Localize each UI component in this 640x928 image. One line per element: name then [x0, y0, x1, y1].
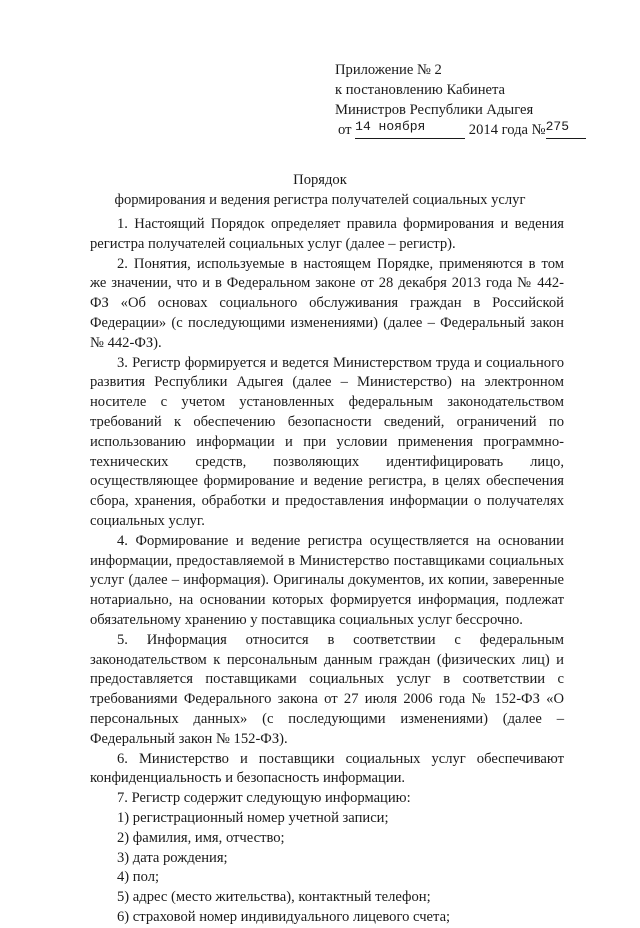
paragraph-7: 7. Регистр содержит следующую информацию: — [117, 790, 411, 807]
paragraph-1: 1. Настоящий Порядок определяет правила формирования и ведения регистра получателей социальных услуг (далее – регистр). — [90, 216, 564, 252]
paragraph-5: 5. Информация относится в соответствии с федеральным законодательством к персональным данным граждан (физических лиц) и предоставляется поставщиками социальных услуг в соответствии с требованиями Федерального закона от 27 июля 2006 года № 152-ФЗ «О персональных данных» (с последующими изменениями) (далее – Федеральный закон № 152-ФЗ). — [90, 631, 564, 747]
paragraph-4: 4. Формирование и ведение регистра осуществляется на основании информации, предоставляемой в Министерство поставщиками социальных услуг (далее – информация). Оригиналы документов, их копии, заверенные нотариально, на основании которых формируется информация, подлежат обязательному хранению у поставщика социальных услуг бессрочно. — [90, 532, 564, 628]
appendix-number: Приложение № 2 — [335, 62, 442, 78]
date-year: 2014 года № — [468, 122, 546, 138]
date-day-field — [355, 119, 465, 139]
appendix-date-line — [335, 120, 595, 140]
paragraph-2: 2. Понятия, используемые в настоящем Порядке, применяются в том же значении, что и в Федеральном законе от 28 декабря 2013 года № 442-ФЗ «Об основах социального обслуживания граждан в Российской Федерации» (с последующими изменениями) (далее – Федеральный закон № 442-ФЗ). — [90, 255, 564, 351]
list-item: 4) пол; — [117, 869, 160, 886]
doc-number-field — [545, 119, 586, 139]
title-subheading: формирования и ведения регистра получателей социальных услуг — [114, 192, 526, 208]
list-item: 6) страховой номер индивидуального лицевого счета; — [117, 908, 451, 925]
document-title — [0, 170, 640, 210]
title-heading: Порядок — [293, 172, 347, 188]
appendix-authority: Министров Республики Адыгея — [335, 102, 534, 118]
paragraph-6: 6. Министерство и поставщики социальных услуг обеспечивают конфиденциальность и безопасность информации. — [90, 750, 564, 787]
document-body — [90, 215, 564, 928]
appendix-reference: к постановлению Кабинета — [335, 82, 506, 98]
date-prefix: от — [338, 122, 352, 138]
list-item: 1) регистрационный номер учетной записи; — [117, 809, 389, 826]
appendix-header — [335, 60, 595, 140]
list-item: 2) фамилия, имя, отчество; — [117, 829, 285, 846]
doc-number: 275 — [545, 119, 570, 134]
list-item: 5) адрес (место жительства), контактный телефон; — [117, 889, 431, 906]
date-day-month: 14 ноября — [355, 119, 426, 134]
paragraph-3: 3. Регистр формируется и ведется Министерством труда и социального развития Республики Адыгея (далее – Министерство) на электронном носителе с учетом установленных федеральным законодательством требований к обеспечению безопасности сведений, ограничений по использованию информации и при условии применения программно-технических средств, позволяющих идентифицировать лицо, осуществляющее формирование и ведение регистра, в целях обеспечения сбора, хранения, обработки и предоставления информации о получателях социальных услуг. — [90, 354, 564, 529]
list-item: 3) дата рождения; — [117, 849, 228, 866]
